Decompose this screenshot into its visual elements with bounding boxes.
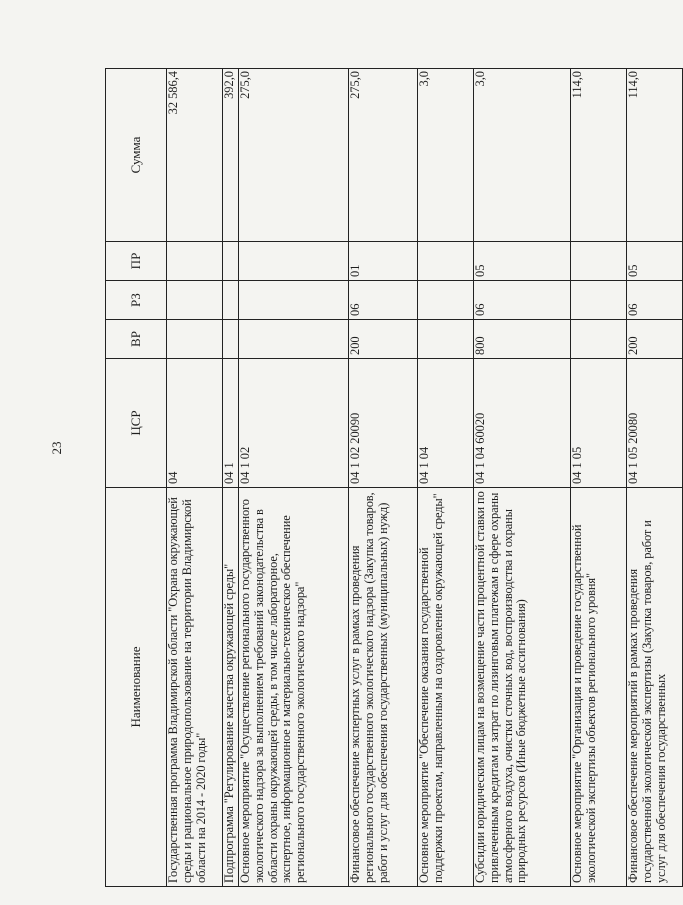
- row-vr: 200: [627, 320, 683, 359]
- row-vr: 200: [349, 320, 418, 359]
- row-vr: [239, 320, 349, 359]
- table-row: [239, 69, 349, 887]
- header-row: [106, 69, 167, 887]
- row-name: Подпрограмма "Регулирование качества окружающей среды": [223, 488, 239, 887]
- row-sum: 392,0: [223, 69, 239, 242]
- row-pr: [571, 242, 627, 281]
- row-name: Государственная программа Владимирской области "Охрана окружающей среды и рациональное природопользование на территории Владимирской области на 2014 - 2020 годы": [167, 488, 223, 887]
- row-name: Финансовое обеспечение мероприятий в рамках проведения государственной экологической экспертизы (Закупка товаров, работ и услуг для обеспечения государственных: [627, 488, 683, 887]
- row-csr: 04 1 04: [418, 359, 474, 488]
- header-csr: ЦСР: [106, 359, 167, 488]
- row-vr: [167, 320, 223, 359]
- page-number: 23: [49, 441, 64, 455]
- row-name: Субсидии юридическим лицам на возмещение части процентной ставки по привлеченным кредитам и затрат по лизинговым платежам в сфере охраны атмосферного воздуха, очистки сточных вод, воспроизводства и охраны природных ресурсов (Иные бюджетные ассигнования): [474, 488, 571, 887]
- row-pr: [167, 242, 223, 281]
- row-rz: [571, 281, 627, 320]
- row-rz: [418, 281, 474, 320]
- row-rz: 06: [474, 281, 571, 320]
- row-name: Финансовое обеспечение экспертных услуг в рамках проведения регионального государственного экологического надзора (Закупка товаров, работ и услуг для обеспечения государственных (муниципальных) нужд): [349, 488, 418, 887]
- row-sum: 32 586,4: [167, 69, 223, 242]
- row-sum: 3,0: [418, 69, 474, 242]
- table-row: [418, 69, 474, 887]
- row-pr: 05: [474, 242, 571, 281]
- header-pr: ПР: [106, 242, 167, 281]
- row-csr: 04 1 05 20080: [627, 359, 683, 488]
- budget-table: [105, 68, 683, 887]
- row-rz: 06: [627, 281, 683, 320]
- row-pr: 05: [627, 242, 683, 281]
- header-vr: ВР: [106, 320, 167, 359]
- row-vr: 800: [474, 320, 571, 359]
- row-csr: 04 1 04 60020: [474, 359, 571, 488]
- header-name: Наименование: [106, 488, 167, 887]
- row-sum: 3,0: [474, 69, 571, 242]
- row-pr: 01: [349, 242, 418, 281]
- row-csr: 04 1 02 20090: [349, 359, 418, 488]
- header-sum: Сумма: [106, 69, 167, 242]
- row-rz: [167, 281, 223, 320]
- row-csr: 04 1 05: [571, 359, 627, 488]
- row-pr: [418, 242, 474, 281]
- table-row: [474, 69, 571, 887]
- row-name: Основное мероприятие "Организация и проведение государственной экологической экспертизы объектов регионального уровня": [571, 488, 627, 887]
- row-name: Основное мероприятие "Осуществление регионального государственного экологического надзора за выполнением требований законодательства в области охраны окружающей среды, в том числе лабораторное, экспертное, информационное и материально-техническое обеспечение регионального государственного экологического надзора": [239, 488, 349, 887]
- row-vr: [223, 320, 239, 359]
- row-vr: [418, 320, 474, 359]
- row-pr: [239, 242, 349, 281]
- row-pr: [223, 242, 239, 281]
- budget-table-page: [105, 69, 668, 887]
- row-name: Основное мероприятие "Обеспечение оказания государственной поддержки проектам, направленным на оздоровление окружающей среды": [418, 488, 474, 887]
- header-rz: РЗ: [106, 281, 167, 320]
- row-rz: [239, 281, 349, 320]
- row-sum: 114,0: [571, 69, 627, 242]
- row-sum: 275,0: [349, 69, 418, 242]
- row-rz: [223, 281, 239, 320]
- table-row: [167, 69, 223, 887]
- table-row: [223, 69, 239, 887]
- row-rz: 06: [349, 281, 418, 320]
- row-csr: 04 1: [223, 359, 239, 488]
- table-row: [571, 69, 627, 887]
- row-sum: 275,0: [239, 69, 349, 242]
- row-vr: [571, 320, 627, 359]
- row-sum: 114,0: [627, 69, 683, 242]
- table-row: [627, 69, 683, 887]
- table-row: [349, 69, 418, 887]
- row-csr: 04: [167, 359, 223, 488]
- row-csr: 04 1 02: [239, 359, 349, 488]
